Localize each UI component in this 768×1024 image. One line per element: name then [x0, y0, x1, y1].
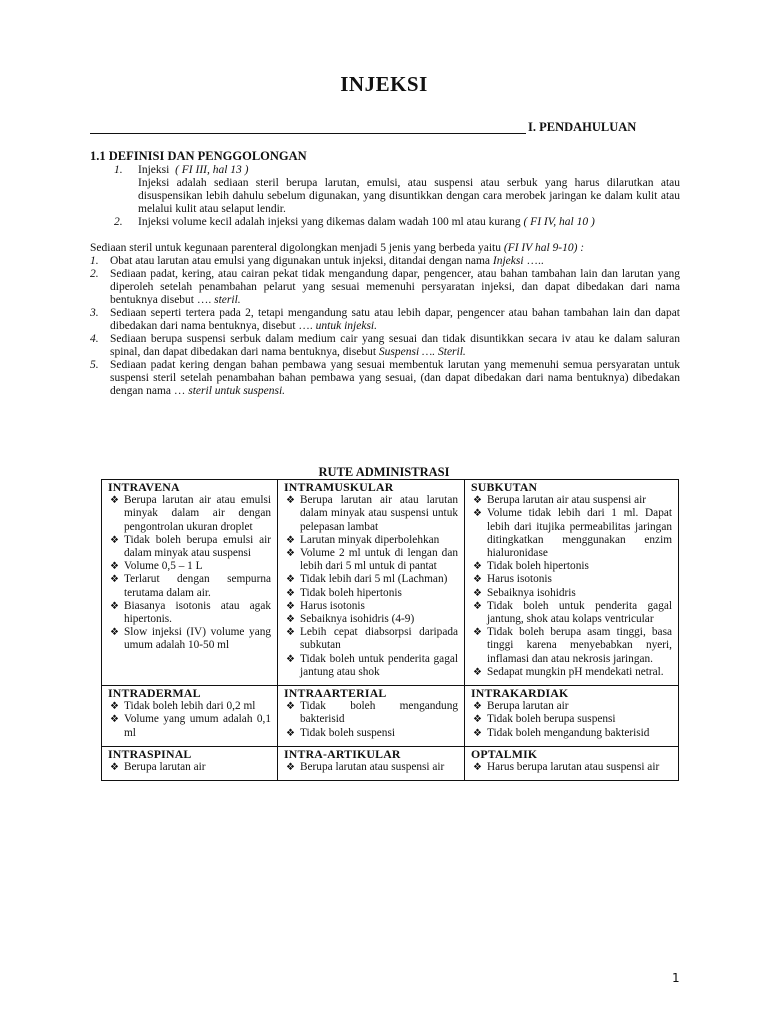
type-term: Suspensi …. Steril. [378, 346, 466, 358]
route-item-text: Terlarut dengan sempurna terutama dalam air. [124, 573, 271, 599]
type-number: 5. [90, 359, 99, 371]
route-bullet-item [108, 700, 271, 713]
type-description: Sediaan padat kering dengan bahan pembawa yang sesuai membentuk larutan yang memenuhi semua persyaratan untuk suspensi steril setelah penambahan bahan pembawa yang sesuai, (dan dapat dibedakan dari nama bentuknya) dibedakan dengan nama … [110, 359, 680, 397]
diamond-bullet-icon: ❖ [473, 727, 482, 739]
route-bullet-item [284, 534, 458, 547]
route-heading: INTRADERMAL [108, 686, 201, 701]
route-bullet-item [471, 700, 672, 713]
diamond-bullet-icon: ❖ [110, 561, 119, 573]
route-heading: INTRAMUSKULAR [284, 480, 394, 494]
route-item-text: Tidak boleh mengandung bakterisid [300, 700, 458, 726]
route-bullet-item [471, 626, 672, 666]
route-bullet-item [471, 494, 672, 507]
route-item-text: Biasanya isotonis atau agak hipertonis. [124, 599, 271, 626]
route-cell [465, 746, 679, 780]
route-bullet-item [108, 494, 271, 534]
route-cell [465, 686, 679, 747]
diamond-bullet-icon: ❖ [286, 534, 295, 546]
diamond-bullet-icon: ❖ [286, 727, 295, 739]
route-bullet-item [108, 713, 271, 739]
route-bullet-item [471, 587, 672, 600]
route-cell [278, 746, 465, 780]
route-item-text: Berupa larutan atau suspensi air [300, 761, 445, 774]
item-reference: ( FI III, hal 13 ) [175, 164, 249, 176]
route-cell [102, 480, 278, 686]
route-bullet-item [284, 653, 458, 679]
type-text [110, 255, 680, 268]
route-item-text: Tidak boleh untuk penderita gagal jantung, shok atau kolaps ventricular [487, 599, 672, 626]
intro-reference: (FI IV hal 9-10) : [503, 242, 585, 254]
route-table-row [102, 686, 679, 747]
route-item-text: Sebaiknya isohidris (4-9) [300, 613, 415, 626]
route-heading: INTRAARTERIAL [284, 686, 387, 701]
diamond-bullet-icon: ❖ [286, 653, 295, 665]
route-item-text: Lebih cepat diabsorpsi daripada subkutan [300, 626, 458, 652]
route-heading: INTRAVENA [108, 480, 180, 494]
item-label: Injeksi [138, 164, 170, 176]
route-item-text: Harus isotonis [300, 599, 365, 612]
diamond-bullet-icon: ❖ [110, 495, 119, 507]
route-item-text: Sebaiknya isohidris [487, 586, 576, 599]
diamond-bullet-icon: ❖ [473, 762, 482, 774]
type-text [110, 333, 680, 359]
section-heading: 1.1 DEFINISI DAN PENGGOLONGAN [90, 149, 307, 163]
route-bullet-item [108, 600, 271, 626]
diamond-bullet-icon: ❖ [473, 714, 482, 726]
route-bullet-item [471, 666, 672, 679]
route-item-text: Volume yang umum adalah 0,1 ml [124, 713, 271, 739]
definition-section [90, 150, 680, 398]
route-item-text: Berupa larutan air [124, 761, 206, 774]
diamond-bullet-icon: ❖ [473, 508, 482, 520]
route-table-row [102, 746, 679, 780]
type-term: untuk injeksi. [315, 320, 377, 332]
type-tail: ….. [526, 255, 544, 267]
diamond-bullet-icon: ❖ [286, 762, 295, 774]
type-number: 3. [90, 307, 99, 319]
route-item-text: Berupa larutan air atau larutan dalam minyak atau suspensi untuk pelepasan lambat [300, 494, 458, 533]
type-description: Sediaan berupa suspensi serbuk dalam medium cair yang sesuai dan tidak disuntikkan secara iv atau ke dalam saluran spinal, dan dapat dibedakan dari nama bentuknya, disebut [110, 333, 680, 358]
route-bullet-item [108, 534, 271, 560]
route-bullet-item [471, 713, 672, 726]
diamond-bullet-icon: ❖ [110, 627, 119, 639]
route-item-text: Harus isotonis [487, 573, 552, 586]
diamond-bullet-icon: ❖ [286, 614, 295, 626]
route-item-text: Tidak boleh suspensi [300, 726, 395, 739]
route-item-text: Tidak boleh berupa suspensi [487, 713, 616, 726]
type-item [90, 333, 680, 359]
route-item-text: Tidak boleh hipertonis [300, 586, 402, 599]
diamond-bullet-icon: ❖ [473, 495, 482, 507]
diamond-bullet-icon: ❖ [473, 574, 482, 586]
route-item-text: Berupa larutan air atau emulsi minyak dalam air dengan pengontrolan ukuran droplet [124, 494, 271, 533]
item-number: 2. [114, 216, 123, 228]
route-item-text: Harus berupa larutan atau suspensi air [487, 761, 660, 774]
route-cell [278, 480, 465, 686]
type-description: Obat atau larutan atau emulsi yang digunakan untuk injeksi, ditandai dengan nama [110, 255, 491, 267]
route-bullet-item [471, 507, 672, 560]
definition-item [90, 164, 680, 177]
diamond-bullet-icon: ❖ [110, 600, 119, 612]
route-bullet-item [471, 761, 672, 774]
route-table-title: RUTE ADMINISTRASI [318, 465, 450, 479]
definition-item [90, 216, 680, 229]
route-item-text: Tidak lebih dari 5 ml (Lachman) [300, 573, 448, 586]
route-bullet-item [284, 600, 458, 613]
type-text [110, 307, 680, 333]
route-cell [102, 746, 278, 780]
route-bullet-item [284, 761, 458, 774]
diamond-bullet-icon: ❖ [286, 600, 295, 612]
route-bullet-item [108, 573, 271, 599]
diamond-bullet-icon: ❖ [286, 574, 295, 586]
item-text [138, 216, 680, 229]
route-item-text: Volume tidak lebih dari 1 ml. Dapat lebih dari itujika permeabilitas jaringan ditingkatkan menggunakan enzim hialuronidase [487, 507, 672, 560]
route-bullet-item [108, 626, 271, 652]
route-item-text: Sedapat mungkin pH mendekati netral. [487, 665, 664, 678]
diamond-bullet-icon: ❖ [473, 587, 482, 599]
type-item [90, 307, 680, 333]
item-number: 1. [114, 164, 123, 176]
route-item-text: Tidak boleh lebih dari 0,2 ml [124, 700, 256, 713]
route-cell [465, 480, 679, 686]
route-item-text: Tidak boleh mengandung bakterisid [487, 726, 650, 739]
route-heading: SUBKUTAN [471, 480, 538, 494]
diamond-bullet-icon: ❖ [473, 600, 482, 612]
diamond-bullet-icon: ❖ [286, 627, 295, 639]
item-reference: ( FI IV, hal 10 ) [523, 216, 595, 228]
diamond-bullet-icon: ❖ [473, 627, 482, 639]
route-bullet-item [471, 573, 672, 586]
type-term: steril untuk suspensi. [188, 385, 286, 397]
route-item-text: Tidak boleh hipertonis [487, 560, 589, 573]
diamond-bullet-icon: ❖ [110, 574, 119, 586]
chapter-rule [90, 133, 526, 134]
type-text [110, 268, 680, 307]
route-bullet-item [284, 547, 458, 573]
route-heading: INTRAKARDIAK [471, 686, 569, 701]
route-bullet-item [108, 560, 271, 573]
diamond-bullet-icon: ❖ [110, 701, 119, 713]
diamond-bullet-icon: ❖ [286, 587, 295, 599]
type-text [110, 359, 680, 398]
route-bullet-item [108, 761, 271, 774]
route-cell [102, 686, 278, 747]
type-description: Sediaan padat, kering, atau cairan pekat tidak mengandung dapar, pengencer, atau bahan tambahan lain dan larutan yang diperoleh setelah penambahan pelarut yang sesuai memenuhi persyaratan injeksi, dan dapat dibedakan dari nama bentuknya disebut …. [110, 268, 680, 306]
route-heading: OPTALMIK [471, 746, 538, 761]
route-item-text: Tidak boleh berupa asam tinggi, basa tinggi karena menyebabkan nyeri, inflamasi dan atau nekrosis jaringan. [487, 626, 672, 665]
route-cell [278, 686, 465, 747]
route-bullet-item [284, 494, 458, 534]
type-number: 1. [90, 255, 99, 267]
diamond-bullet-icon: ❖ [286, 701, 295, 713]
type-item [90, 359, 680, 398]
type-item [90, 255, 680, 268]
type-description: Sediaan seperti tertera pada 2, tetapi mengandung satu atau lebih dapar, pengencer atau bahan tambahan lain dan dapat dibedakan dari nama bentuknya, disebut …. [110, 307, 680, 332]
route-item-text: Slow injeksi (IV) volume yang umum adalah 10-50 ml [124, 626, 271, 652]
route-item-text: Volume 0,5 – 1 L [124, 560, 203, 573]
route-item-text: Berupa larutan air atau suspensi air [487, 494, 647, 507]
diamond-bullet-icon: ❖ [286, 548, 295, 560]
intro-text: Sediaan steril untuk kegunaan parenteral digolongkan menjadi 5 jenis yang berbeda yaitu [90, 242, 501, 254]
definition-detail: Injeksi adalah sediaan steril berupa larutan, emulsi, atau suspensi atau serbuk yang harus dilarutkan atau disuspensikan lebih dahulu sebelum digunakan, yang disuntikkan dengan cara merobek jaringan ke dalam kulit atau melalui kulit atau selaput lendir. [138, 177, 680, 215]
diamond-bullet-icon: ❖ [110, 714, 119, 726]
route-bullet-item [284, 613, 458, 626]
route-bullet-item [284, 727, 458, 740]
type-term: Injeksi [492, 255, 524, 267]
classification-intro [90, 242, 680, 255]
type-number: 4. [90, 333, 99, 345]
route-bullet-item [471, 600, 672, 626]
chapter-heading: I. PENDAHULUAN [528, 120, 637, 134]
route-administration-table [101, 479, 679, 781]
route-heading: INTRA-ARTIKULAR [284, 746, 401, 761]
route-bullet-item [471, 727, 672, 740]
diamond-bullet-icon: ❖ [286, 495, 295, 507]
route-item-text: Tidak boleh untuk penderita gagal jantung atau shok [300, 652, 458, 678]
item-label: Injeksi volume kecil adalah injeksi yang dikemas dalam wadah 100 ml atau kurang [138, 216, 521, 228]
diamond-bullet-icon: ❖ [473, 561, 482, 573]
route-item-text: Volume 2 ml untuk di lengan dan lebih dari 5 ml untuk di pantat [300, 547, 458, 573]
route-bullet-item [284, 700, 458, 726]
page-number: 1 [672, 971, 680, 985]
item-text [138, 164, 680, 177]
route-item-text: Larutan minyak diperbolehkan [300, 533, 440, 546]
type-term: steril. [214, 294, 241, 306]
route-item-text: Tidak boleh berupa emulsi air dalam minyak atau suspensi [124, 533, 271, 560]
route-heading: INTRASPINAL [108, 746, 192, 761]
route-item-text: Berupa larutan air [487, 700, 569, 713]
diamond-bullet-icon: ❖ [473, 666, 482, 678]
diamond-bullet-icon: ❖ [473, 701, 482, 713]
route-bullet-item [284, 573, 458, 586]
route-bullet-item [284, 587, 458, 600]
type-item [90, 268, 680, 307]
type-number: 2. [90, 268, 99, 280]
route-bullet-item [284, 626, 458, 652]
diamond-bullet-icon: ❖ [110, 762, 119, 774]
route-table-row [102, 480, 679, 686]
document-title: INJEKSI [340, 72, 428, 96]
diamond-bullet-icon: ❖ [110, 534, 119, 546]
route-bullet-item [471, 560, 672, 573]
